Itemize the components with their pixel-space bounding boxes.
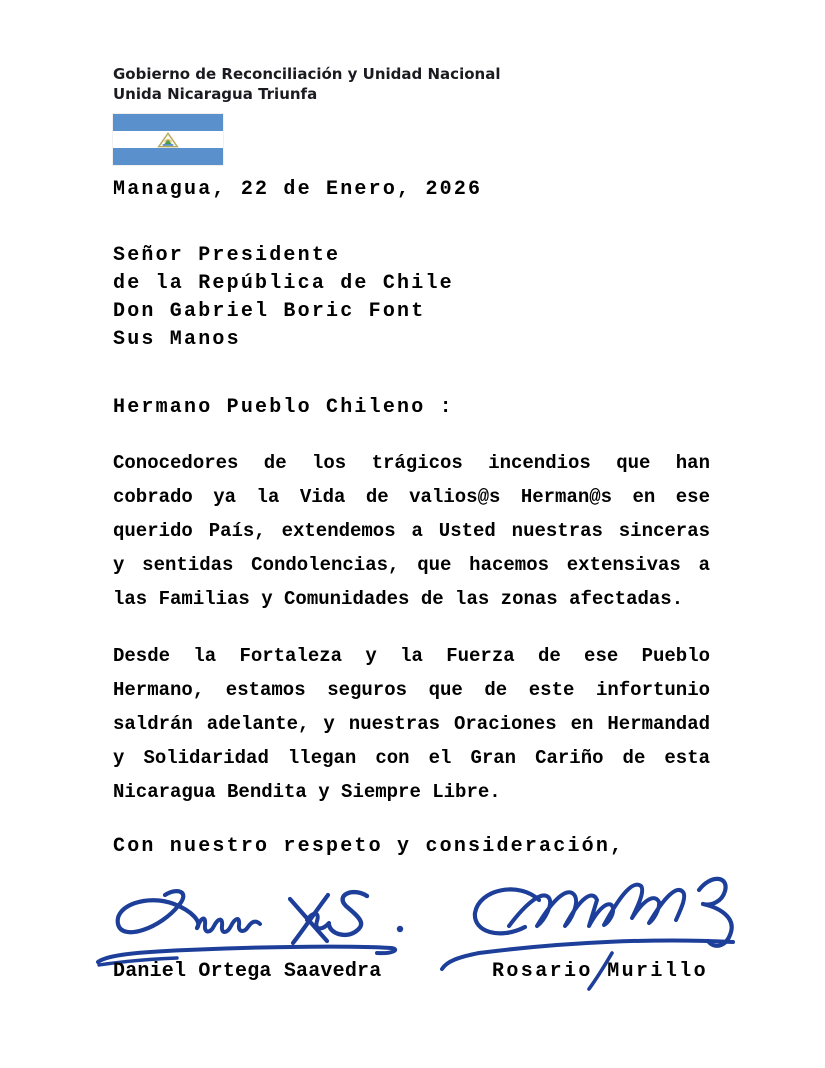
salutation: Hermano Pueblo Chileno : <box>113 396 454 419</box>
text-line: Sus Manos <box>113 328 241 351</box>
signature-daniel-ortega-icon <box>98 891 403 965</box>
text-line: de la República de Chile <box>113 272 454 295</box>
text-line: las Familias y Comunidades de las zonas afectadas. <box>113 588 684 610</box>
flag-middle-stripe <box>113 131 223 148</box>
signer-name-daniel-ortega: Daniel Ortega Saavedra <box>113 960 382 983</box>
text-line: Señor Presidente <box>113 244 341 267</box>
recipient-block <box>113 242 454 354</box>
signer-names-row <box>0 960 825 988</box>
text-line: Nicaragua Bendita y Siempre Libre. <box>113 781 501 803</box>
flag-top-stripe <box>113 114 223 131</box>
text-line: Don Gabriel Boric Font <box>113 300 426 323</box>
signer-name-rosario-murillo: Rosario Murillo <box>492 960 709 983</box>
letterhead <box>113 64 500 104</box>
text-line: Conocedores de los trágicos incendios que han <box>113 452 710 474</box>
text-line: y Solidaridad llegan con el Gran Cariño de esta <box>113 747 710 769</box>
body-paragraph-1 <box>113 446 710 616</box>
text-line: cobrado ya la Vida de valios@s Herman@s en ese <box>113 486 710 508</box>
closing-line: Con nuestro respeto y consideración, <box>113 835 625 858</box>
text-line: saldrán adelante, y nuestras Oraciones en Hermandad <box>113 713 710 735</box>
text-line: Hermano, estamos seguros que de este infortunio <box>113 679 710 701</box>
flag-emblem-icon <box>157 132 179 148</box>
body-paragraph-2 <box>113 639 710 809</box>
flag-bottom-stripe <box>113 148 223 165</box>
text-line: Gobierno de Reconciliación y Unidad Nacional <box>113 65 501 83</box>
text-line: querido País, extendemos a Usted nuestras sinceras <box>113 520 710 542</box>
text-line: Desde la Fortaleza y la Fuerza de ese Pueblo <box>113 645 710 667</box>
text-line: y sentidas Condolencias, que hacemos extensivas a <box>113 554 710 576</box>
text-line: Unida Nicaragua Triunfa <box>113 85 318 103</box>
date-line: Managua, 22 de Enero, 2026 <box>113 178 483 201</box>
nicaragua-flag <box>113 114 223 165</box>
